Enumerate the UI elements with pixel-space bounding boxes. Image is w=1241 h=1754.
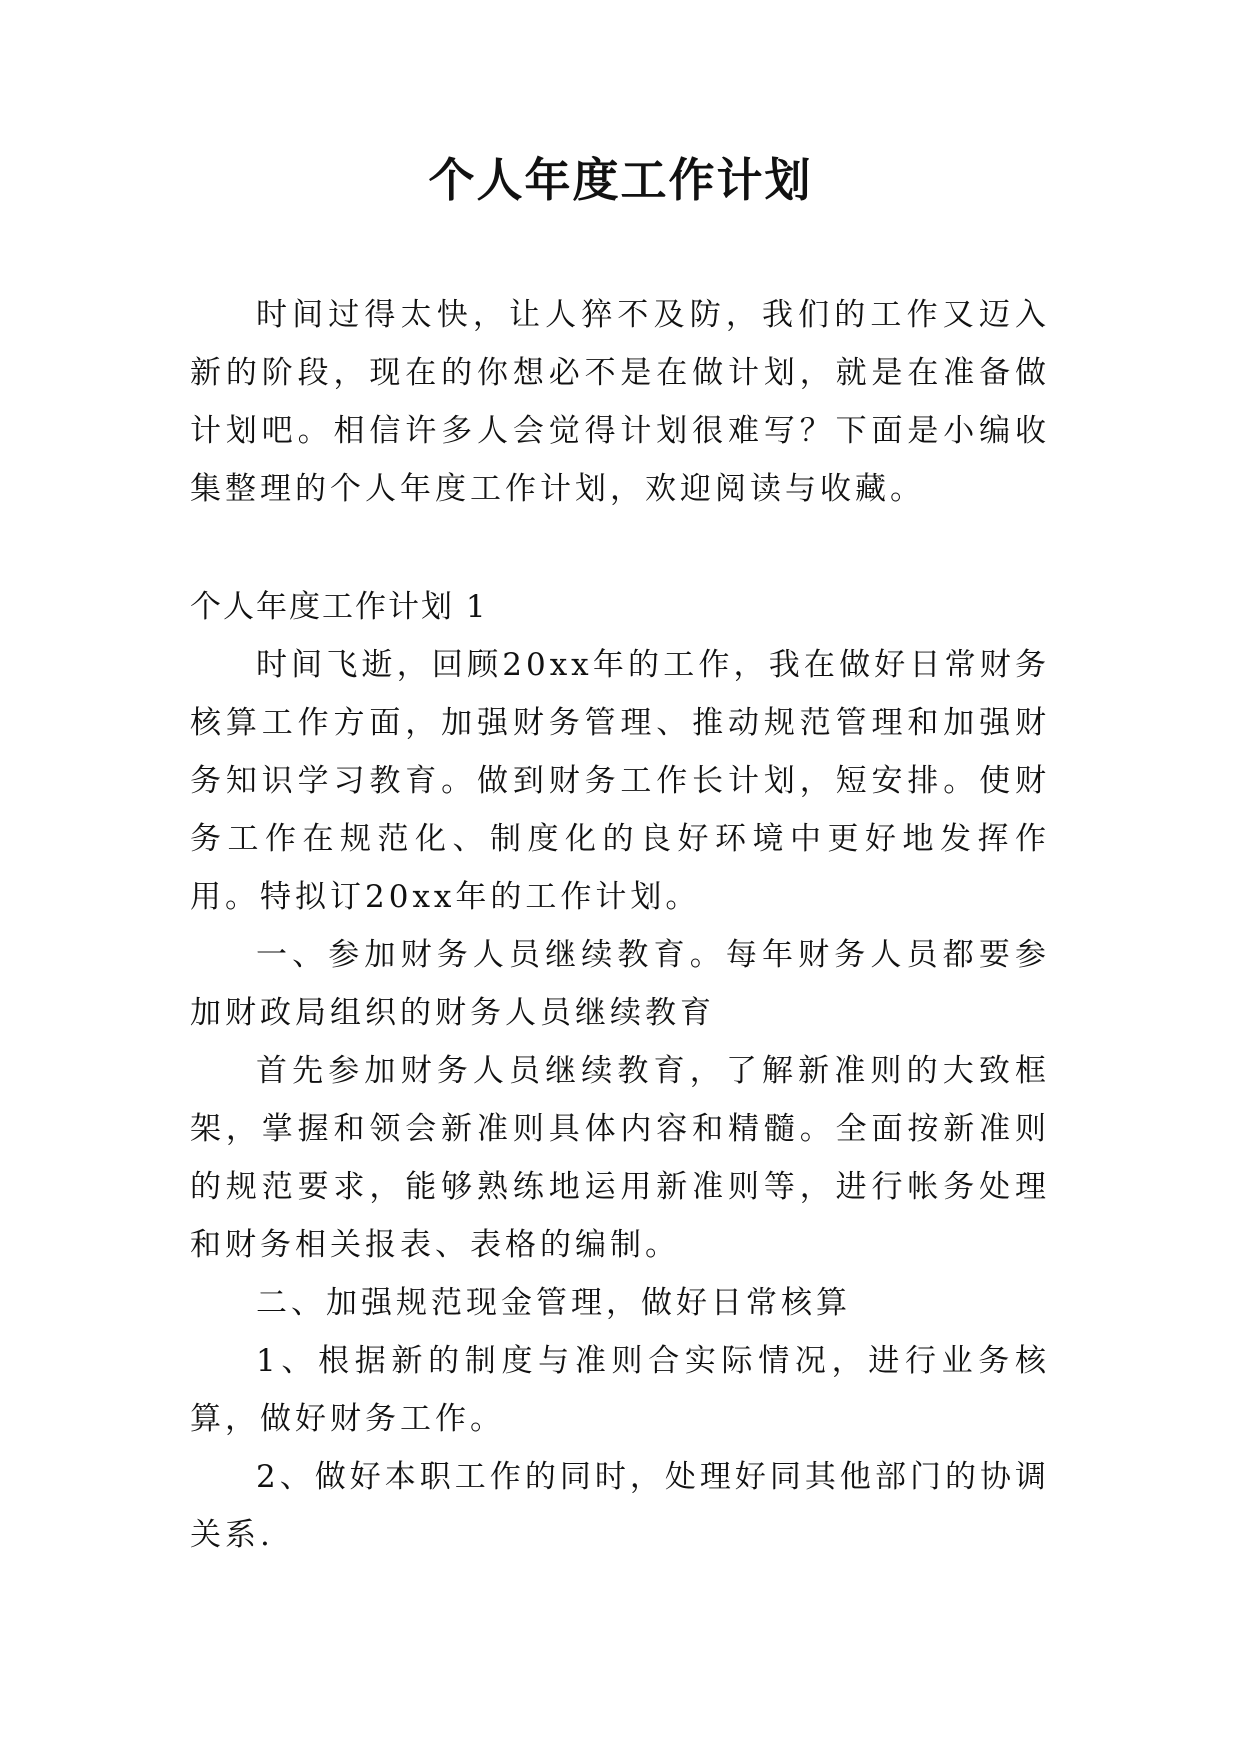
body-paragraph: 1、根据新的制度与准则合实际情况，进行业务核算，做好财务工作。 [190, 1343, 1050, 1437]
paragraph-gap [190, 518, 1050, 578]
body-paragraph: 二、加强规范现金管理，做好日常核算 [256, 1285, 851, 1321]
body-paragraph: 首先参加财务人员继续教育，了解新准则的大致框架，掌握和领会新准则具体内容和精髓。全面按新准则的规范要求，能够熟练地运用新准则等，进行帐务处理和财务相关报表、表格的编制。 [190, 1053, 1050, 1263]
section-heading: 个人年度工作计划 1 [190, 589, 488, 625]
intro-paragraph: 时间过得太快，让人猝不及防，我们的工作又迈入新的阶段，现在的你想必不是在做计划，就是在准备做计划吧。相信许多人会觉得计划很难写？下面是小编收集整理的个人年度工作计划，欢迎阅读与收藏。 [190, 297, 1050, 507]
body-paragraph: 时间飞逝，回顾20xx年的工作，我在做好日常财务核算工作方面，加强财务管理、推动规范管理和加强财务知识学习教育。做到财务工作长计划，短安排。使财务工作在规范化、制度化的良好环境中更好地发挥作用。特拟订20xx年的工作计划。 [190, 647, 1050, 915]
body-paragraph: 一、参加财务人员继续教育。每年财务人员都要参加财政局组织的财务人员继续教育 [190, 937, 1050, 1031]
page-title: 个人年度工作计划 [428, 153, 813, 207]
body-paragraph: 2、做好本职工作的同时，处理好同其他部门的协调关系. [190, 1459, 1050, 1553]
document-body [190, 286, 1050, 1564]
